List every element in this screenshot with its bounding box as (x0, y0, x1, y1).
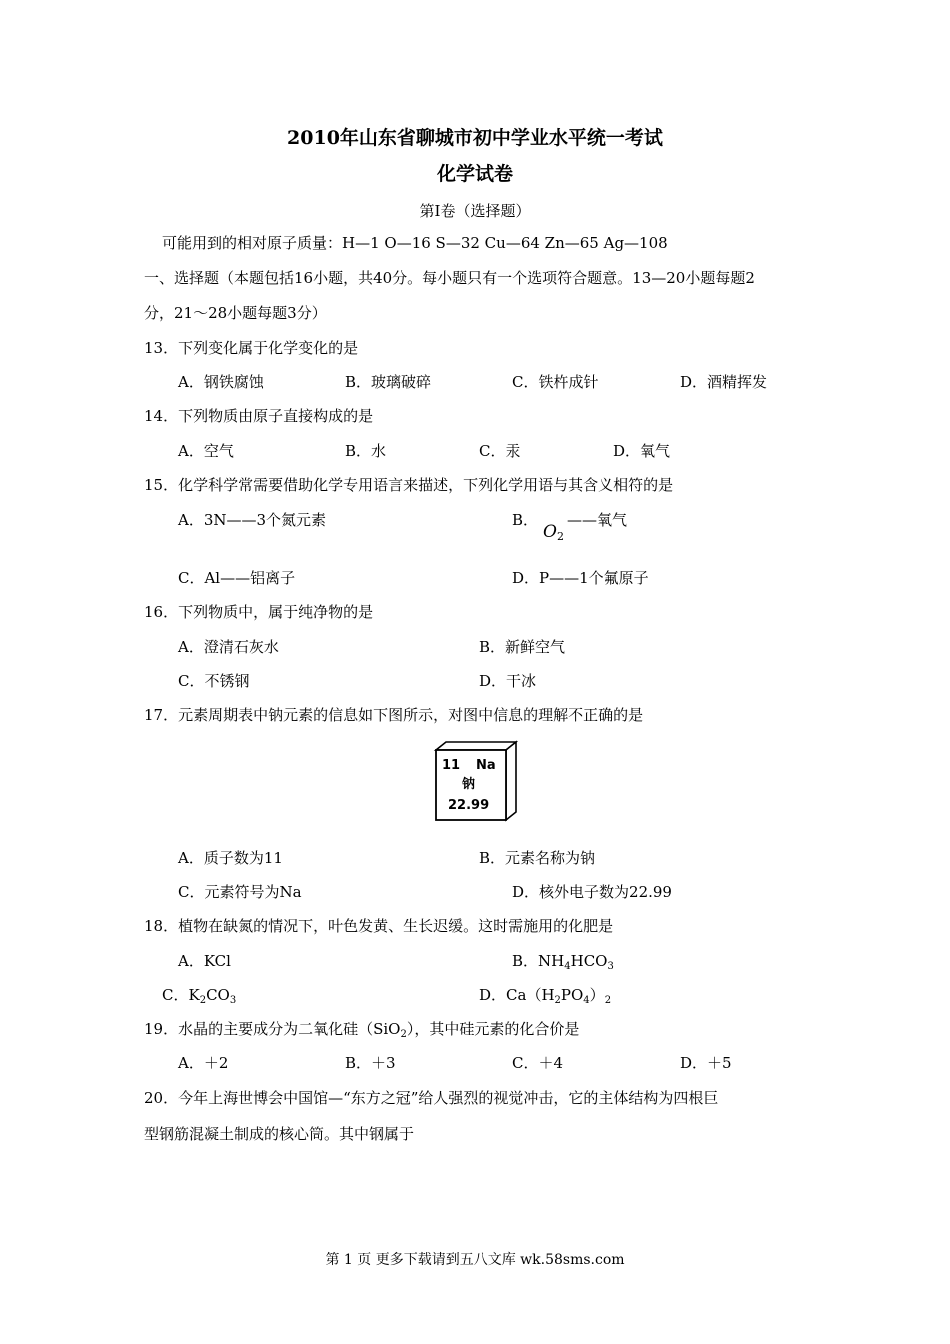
q19-option-a: A．＋2 (178, 1054, 229, 1072)
tile-atomic-number: 11 (442, 758, 461, 773)
atomic-masses: 可能用到的相对原子质量：H—1 O—16 S—32 Cu—64 Zn—65 Ag—108 (162, 234, 668, 252)
q14-option-d: D．氧气 (613, 442, 671, 460)
q18-option-a: A．KCl (178, 952, 231, 970)
q17-option-d: D．核外电子数为22.99 (512, 883, 672, 901)
q20-stem-line-1: 20．今年上海世博会中国馆—“东方之冠”给人强烈的视觉冲击，它的主体结构为四根巨 (144, 1089, 719, 1107)
q15-option-c: C．Al——铝离子 (178, 569, 296, 587)
q17-option-c: C．元素符号为Na (178, 883, 302, 901)
q13-stem: 13．下列变化属于化学变化的是 (144, 339, 359, 357)
exam-subtitle: 化学试卷 (436, 163, 513, 185)
section-heading: 第Ⅰ卷（选择题） (419, 202, 531, 220)
q15-stem: 15．化学科学常需要借助化学专用语言来描述，下列化学用语与其含义相符的是 (144, 476, 674, 494)
q15-option-d: D．P——1个氟原子 (512, 569, 649, 587)
q16-option-b: B．新鲜空气 (479, 638, 566, 656)
q17-option-b: B．元素名称为钠 (479, 849, 596, 867)
q13-option-d: D．酒精挥发 (680, 373, 768, 391)
q16-option-c: C．不锈钢 (178, 672, 250, 690)
q18-option-b: B．$NH_4HCO_3$ (512, 952, 614, 972)
q14-stem: 14．下列物质由原子直接构成的是 (144, 407, 374, 425)
page-footer: 第 1 页 更多下载请到五八文库 wk.58sms.com (325, 1252, 625, 1268)
q16-option-d: D．干冰 (479, 672, 537, 690)
q19-option-b: B．＋3 (345, 1054, 396, 1072)
q19-option-c: C．＋4 (512, 1054, 564, 1072)
q13-option-c: C．铁杵成针 (512, 373, 599, 391)
q13-option-a: A．钢铁腐蚀 (178, 373, 264, 391)
sodium-element-tile (432, 740, 518, 822)
q15-option-b-label: B． (512, 511, 539, 529)
q16-option-a: A．澄清石灰水 (178, 638, 279, 656)
q15-option-b-meaning: ——氧气 (567, 511, 628, 529)
q20-stem-line-2: 型钢筋混凝土制成的核心筒。其中钢属于 (144, 1125, 415, 1143)
instructions-line-2: 分，21～28小题每题3分） (144, 304, 327, 322)
q17-stem: 17．元素周期表中钠元素的信息如下图所示，对图中信息的理解不正确的是 (144, 706, 644, 724)
q16-stem: 16．下列物质中，属于纯净物的是 (144, 603, 374, 621)
q17-option-a: A．质子数为11 (178, 849, 283, 867)
q14-option-a: A．空气 (178, 442, 234, 460)
q15-option-b-formula: $O_2$ (543, 522, 564, 543)
tile-element-name: 钠 (462, 777, 476, 792)
q18-option-d: D．$Ca(H_2PO_4)_2$ (479, 986, 612, 1006)
exam-title: 2010年山东省聊城市初中学业水平统一考试 (287, 127, 663, 149)
q18-option-c: C．$K_2CO_3$ (162, 986, 237, 1006)
q19-option-d: D．＋5 (680, 1054, 732, 1072)
tile-atomic-mass: 22.99 (448, 798, 490, 813)
q15-option-a: A．3N——3个氮元素 (178, 511, 327, 529)
q14-option-c: C．汞 (479, 442, 521, 460)
q14-option-b: B．水 (345, 442, 387, 460)
q13-option-b: B．玻璃破碎 (345, 373, 432, 391)
q19-stem: 19．水晶的主要成分为二氧化硅（SiO$_2$），其中硅元素的化合价是 (144, 1020, 580, 1040)
q18-stem: 18．植物在缺氮的情况下，叶色发黄、生长迟缓。这时需施用的化肥是 (144, 917, 614, 935)
tile-element-symbol: Na (476, 758, 496, 773)
instructions-line-1: 一、选择题（本题包括16小题，共40分。每小题只有一个选项符合题意。13—20小题每题2 (144, 269, 755, 287)
